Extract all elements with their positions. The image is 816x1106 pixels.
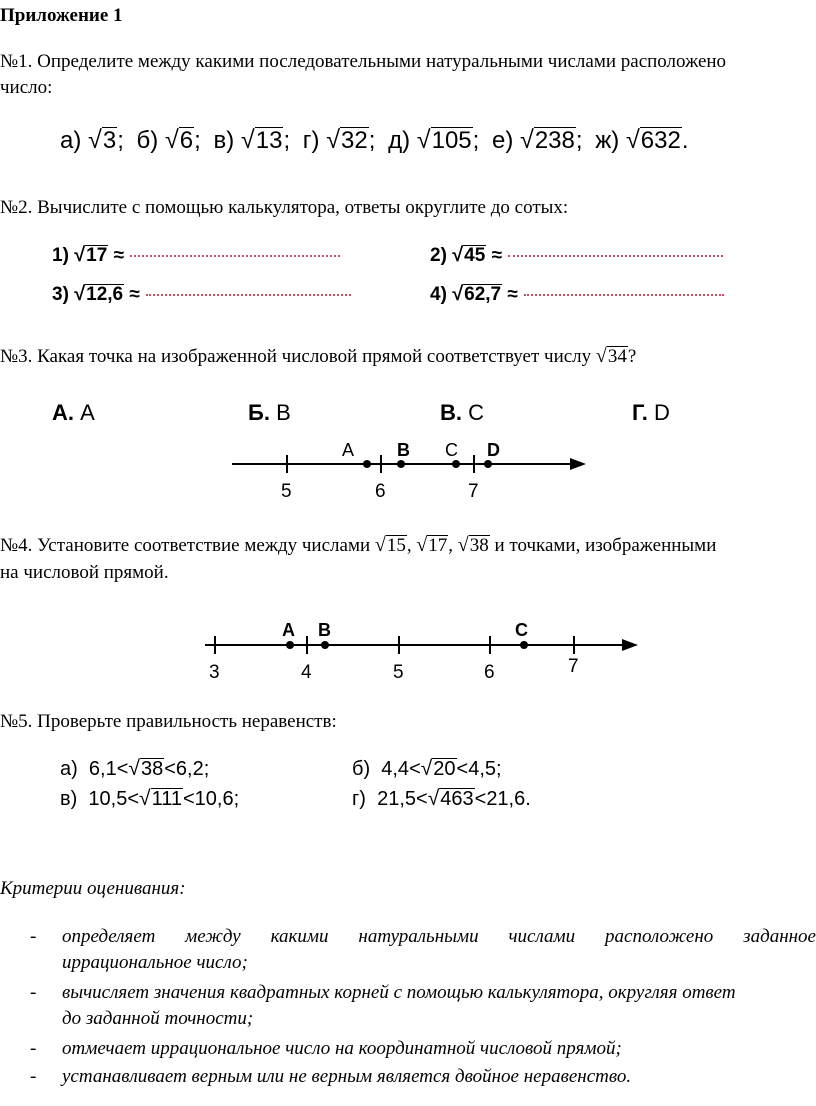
tick-label: 7: [568, 656, 579, 677]
task2-item-4: 4) √62,7 ≈: [430, 283, 724, 306]
task3-option-d[interactable]: Г. D: [632, 400, 670, 425]
answer-blank[interactable]: [524, 294, 724, 296]
point-label: A: [342, 440, 355, 460]
task1-item: б) √6;: [136, 126, 201, 154]
point-label: A: [282, 620, 295, 640]
answer-blank[interactable]: [146, 294, 351, 296]
point-label: C: [445, 440, 458, 460]
tick-label: 4: [301, 662, 312, 683]
tick-label: 6: [484, 662, 495, 683]
criteria-item: - определяет между какими натуральными числами расположено заданное иррациональное число;: [30, 926, 816, 973]
task4-text-line2: на числовой прямой.: [0, 562, 169, 583]
task3-option-a[interactable]: А. A: [52, 400, 95, 425]
task3-option-c[interactable]: В. C: [440, 400, 485, 425]
criteria-item: - устанавливает верным или не верным является двойное неравенство.: [30, 1066, 632, 1087]
task1-item: г) √32;: [302, 126, 376, 154]
task1-item: в) √13;: [213, 126, 291, 154]
point-label: B: [318, 620, 331, 640]
arrow-icon: [570, 458, 586, 470]
page-title: Приложение 1: [0, 5, 123, 26]
task1-item: д) √105;: [388, 126, 480, 154]
point: [397, 460, 405, 468]
task5-item-b: б) 4,4<√20<4,5;: [352, 757, 502, 780]
arrow-icon: [622, 639, 638, 651]
task1-item: е) √238;: [491, 126, 583, 154]
task3-text: №3. Какая точка на изображенной числовой прямой соответствует числу √34?: [0, 345, 637, 367]
point: [452, 460, 460, 468]
task3-number-line: [0, 430, 816, 510]
answer-blank[interactable]: [130, 255, 340, 257]
task4-text: №4. Установите соответствие между числами √15, √17, √38 и точками, изображенными: [0, 534, 717, 556]
task1-text: №1. Определите между какими последовательными натуральными числами расположено: [0, 51, 727, 72]
task5-item-d: г) 21,5<√463<21,6.: [352, 787, 531, 810]
point-label: C: [515, 620, 528, 640]
task1-item: ж) √632.: [595, 126, 689, 154]
point: [520, 641, 528, 649]
point: [363, 460, 371, 468]
task5-item-a: а) 6,1<√38<6,2;: [60, 757, 210, 780]
criteria-item: - отмечает иррациональное число на координатной числовой прямой;: [30, 1038, 622, 1059]
point: [321, 641, 329, 649]
answer-blank[interactable]: [508, 255, 723, 257]
task2-item-2: 2) √45 ≈: [430, 244, 723, 267]
criteria-item: - вычисляет значения квадратных корней с помощью калькулятора, округляя ответ до заданной точности;: [30, 982, 736, 1029]
task2-text: №2. Вычислите с помощью калькулятора, ответы округлите до сотых:: [0, 197, 569, 218]
task1-items: [60, 126, 688, 155]
tick-label: 5: [281, 481, 292, 502]
task1-item: а) √3;: [60, 126, 124, 154]
task5-text: №5. Проверьте правильность неравенств:: [0, 711, 337, 732]
point: [484, 460, 492, 468]
task5-item-c: в) 10,5<√111<10,6;: [60, 787, 240, 810]
tick-label: 7: [468, 481, 479, 502]
task2-item-3: 3) √12,6 ≈: [52, 283, 351, 306]
task3-option-b[interactable]: Б. B: [248, 400, 291, 425]
point: [286, 641, 294, 649]
criteria-title: Критерии оценивания:: [0, 878, 186, 899]
task1-text-line2: число:: [0, 77, 53, 98]
task2-item-1: 1) √17 ≈: [52, 244, 340, 267]
point-label: D: [487, 440, 500, 460]
task4-number-line: [0, 612, 816, 687]
tick-label: 5: [393, 662, 404, 683]
tick-label: 6: [375, 481, 386, 502]
tick-label: 3: [209, 662, 220, 683]
point-label: B: [397, 440, 410, 460]
